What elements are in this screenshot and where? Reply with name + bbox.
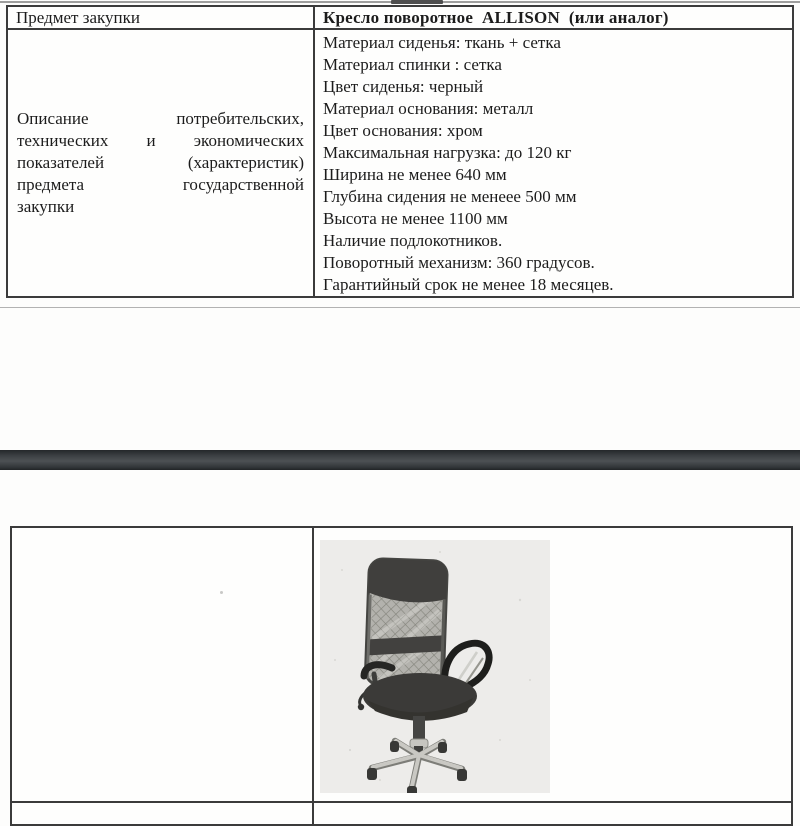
page-separator-bar	[0, 450, 800, 470]
spec-line: Максимальная нагрузка: до 120 кг	[323, 143, 572, 162]
description-cell	[8, 30, 313, 296]
description-line: предмета государственной	[17, 175, 304, 194]
spec-line: Наличие подлокотников.	[323, 231, 503, 250]
photo-table-next-row-left	[12, 803, 312, 824]
office-chair-photo	[320, 540, 550, 793]
spec-line: Цвет сиденья: черный	[323, 77, 484, 96]
spec-line: Материал сиденья: ткань + сетка	[323, 33, 561, 52]
photo-cell	[312, 528, 791, 803]
photo-table	[10, 526, 793, 826]
photo-table-empty-cell	[12, 528, 312, 803]
spec-line: Материал спинки : сетка	[323, 55, 502, 74]
spec-line: Высота не менее 1100 мм	[323, 209, 508, 228]
description-line: показателей (характеристик)	[17, 153, 304, 172]
cutoff-text-fragment	[391, 0, 443, 4]
spec-line: Материал основания: металл	[323, 99, 534, 118]
spec-line: Поворотный механизм: 360 градусов.	[323, 253, 595, 272]
subject-label: Предмет закупки	[16, 7, 140, 27]
spec-line: Гарантийный срок не менее 18 месяцев.	[323, 275, 614, 294]
description-line: Описание потребительских,	[17, 109, 304, 128]
subject-value: Кресло поворотное ALLISON (или аналог)	[323, 7, 669, 27]
description-line: технических и экономических	[17, 131, 304, 150]
spec-line: Ширина не менее 640 мм	[323, 165, 507, 184]
scan-speck	[220, 591, 223, 594]
subject-label-cell	[8, 7, 313, 30]
specifications-cell	[313, 30, 792, 296]
procurement-spec-table	[6, 5, 794, 298]
spec-line: Глубина сидения не менеее 500 мм	[323, 187, 577, 206]
photo-table-next-row-right	[312, 803, 791, 824]
spec-line: Цвет основания: хром	[323, 121, 483, 140]
page-edge-line	[0, 307, 800, 308]
subject-value-cell	[313, 7, 792, 30]
description-line: закупки	[17, 197, 75, 216]
